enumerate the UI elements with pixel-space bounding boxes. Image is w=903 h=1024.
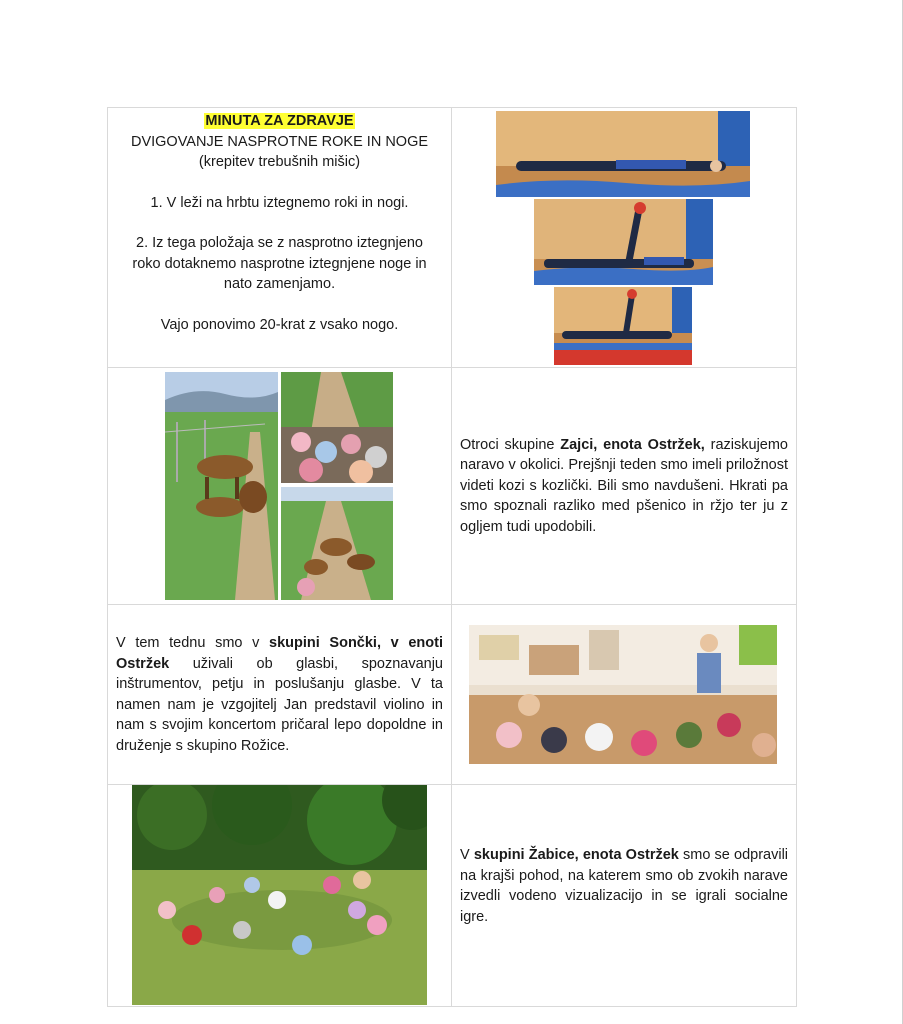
zabice-text-bold: skupini Žabice, enota Ostržek [473,847,679,863]
zajci-text-bold: Zajci, enota Ostržek, [560,436,705,453]
exercise-step-1: 1. V leži na hrbtu iztegnemo roki in nogi. [150,194,409,211]
exercise-step-2: 2. Iz tega položaja se z nasprotno iztegnjeno roko dotaknemo nasprotne iztegnjene noge in nato zamenjamo. [132,235,427,292]
exercise-text-cell [108,108,452,368]
exercise-subtitle: (krepitev trebušnih mišic) [198,154,361,170]
soncki-photo-cell [452,605,797,785]
zajci-paragraph [452,435,796,538]
exercise-photo-3 [554,287,692,365]
zajci-text-post: raziskujemo naravo v okolici. Prejšnji teden smo imeli priložnost videti kozi s kozlički. Bili smo navdušeni. Hkrati pa smo spoznali razliko med pšenico in ržjo ter ju z ogljem tudi upodobili. [460,436,789,535]
exercise-photo-1 [496,111,750,197]
zajci-photo-cell [108,368,452,605]
exercise-photo-cell [452,108,797,368]
soncki-text-bold: skupini Sončki, v enoti Ostržek [116,635,443,672]
meadow-children-photo [132,785,427,1005]
zabice-text-cell [452,785,797,1007]
zajci-text-pre: Otroci skupine [460,436,561,453]
row-zabice [108,785,797,1007]
violin-concert-photo [469,625,777,764]
soncki-text-cell [108,605,452,785]
zajci-text-cell [452,368,797,605]
soncki-text-post: uživali ob glasbi, spoznavanju inštrumentov, petju in poslušanju glasbe. V ta namen nam je vzgojitelj Jan predstavil violino in nam s svojim koncertom pričaral lepo dopoldne in druženje s skupino Rožice. [116,655,443,754]
row-zajci [108,368,797,605]
row-exercise [108,108,797,368]
children-path-photo [281,372,393,483]
row-soncki [108,605,797,785]
zabice-photo-cell [108,785,452,1007]
exercise-repeat: Vajo ponovimo 20-krat z vsako nogo. [160,316,399,333]
exercise-photo-2 [534,199,713,285]
exercise-title: DVIGOVANJE NASPROTNE ROKE IN NOGE [130,133,429,150]
zabice-text-post: smo se odpravili na krajši pohod, na katerem smo ob zvokih narave izvedli vodeno vizualizacijo in se igrali socialne igre. [460,847,789,925]
goats-photo-left [165,372,278,600]
goats-path-photo [281,487,393,600]
zabice-text-pre: V [460,847,474,863]
soncki-text-pre: V tem tednu smo v [116,635,270,651]
zabice-paragraph [452,785,796,927]
exercise-heading: MINUTA ZA ZDRAVJE [205,113,354,129]
newsletter-table [107,107,797,1007]
soncki-paragraph [108,633,451,756]
